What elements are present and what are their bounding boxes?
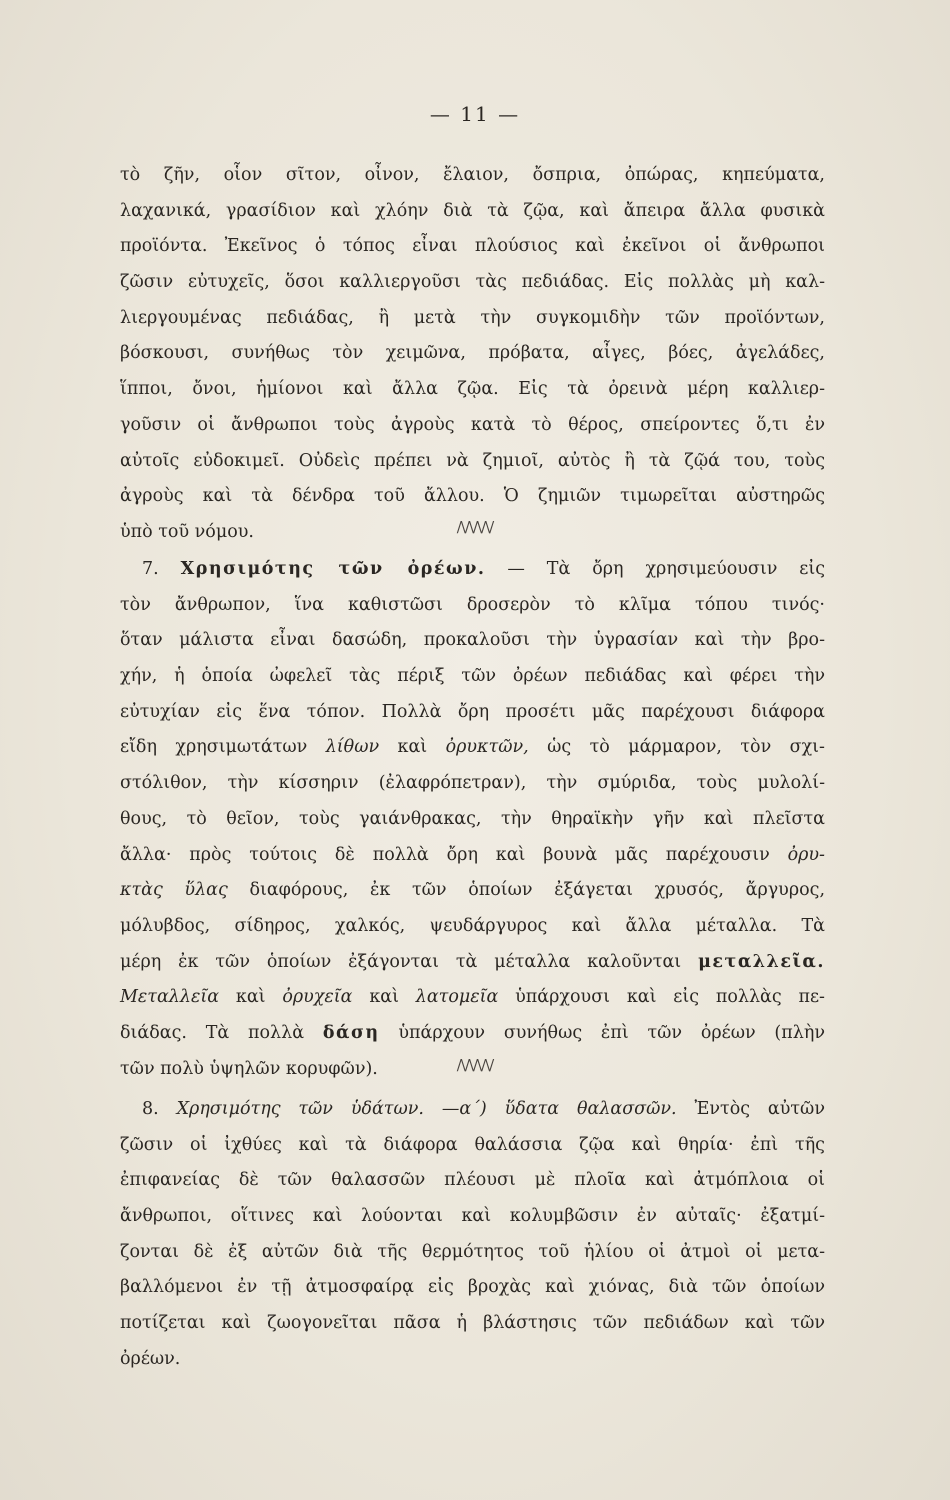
paragraph-fertile-plains: [120, 158, 825, 551]
italic-term: ὀρυκτῶν,: [445, 737, 529, 758]
text-line: εὐτυχίαν εἰς ἕνα τόπον. Πολλὰ ὄρη προσέτι μᾶς παρέχουσι διάφορα: [120, 701, 825, 722]
text-fragment: ἄλλα· πρὸς τούτοις δὲ πολλὰ ὄρη καὶ βουνὰ μᾶς παρέχουσιν: [120, 844, 770, 865]
section-heading: Χρησιμότης τῶν ὀρέων.: [180, 559, 486, 579]
text-line: μόλυβδος, σίδηρος, χαλκός, ψευδάργυρος καὶ ἄλλα μέταλλα. Τὰ: [120, 915, 825, 936]
text-line: γοῦσιν οἱ ἄνθρωποι τοὺς ἀγροὺς κατὰ τὸ θέρος, σπείροντες ὅ,τι ἐν: [120, 414, 825, 435]
text-line: προϊόντα. Ἐκεῖνος ὁ τόπος εἶναι πλούσιος καὶ ἐκεῖνοι οἱ ἄνθρωποι: [120, 236, 825, 257]
section-number: 7.: [142, 559, 159, 579]
text-fragment: ὑπάρχουσι καὶ εἰς πολλὰς πε-: [515, 987, 825, 1008]
bold-term: μεταλλεῖα.: [698, 951, 825, 972]
text-line: [120, 980, 825, 1016]
text-line: ὅταν μάλιστα εἶναι δασώδη, προκαλοῦσι τὴν ὑγρασίαν καὶ τὴν βρο-: [120, 630, 825, 651]
italic-term: Μεταλλεῖα: [120, 987, 220, 1008]
section-number: 8.: [142, 1099, 159, 1119]
italic-term: ὀρυχεῖα: [282, 987, 353, 1008]
section-divider-ornament: /\/\/\/\/: [456, 518, 494, 536]
text-line: θους, τὸ θεῖον, τοὺς γαιάνθρακας, τὴν θηραϊκὴν γῆν καὶ πλεῖστα: [120, 808, 825, 829]
text-fragment: — Τὰ ὄρη χρησιμεύουσιν εἰς: [507, 559, 825, 579]
section-8-heading-line: [120, 1092, 825, 1128]
text-line: ζῶσιν οἱ ἰχθύες καὶ τὰ διάφορα θαλάσσια ζῷα καὶ θηρία· ἐπὶ τῆς: [120, 1134, 825, 1155]
text-line: [120, 945, 825, 981]
text-fragment: καὶ: [397, 737, 428, 758]
italic-term: λίθων: [325, 737, 380, 758]
italic-term: λατομεῖα: [415, 987, 499, 1008]
page-number: — 11 —: [429, 102, 521, 126]
text-line: τῶν πολὺ ὑψηλῶν κορυφῶν).: [120, 1058, 378, 1079]
section-8-usefulness-of-waters: [120, 1092, 825, 1378]
text-line: ἄνθρωποι, οἵτινες καὶ λούονται καὶ κολυμβῶσιν ἐν αὐταῖς· ἐξατμί-: [120, 1206, 825, 1227]
text-line: χήν, ἡ ὁποία ὠφελεῖ τὰς πέριξ τῶν ὀρέων πεδιάδας καὶ φέρει τὴν: [120, 666, 825, 687]
text-line: ὀρέων.: [120, 1348, 181, 1369]
italic-term: ὀρυ-: [787, 844, 825, 865]
text-line: στόλιθον, τὴν κίσσηριν (ἐλαφρόπετραν), τὴν σμύριδα, τοὺς μυλολί-: [120, 773, 825, 794]
text-fragment: ὑπάρχουν συνήθως ἐπὶ τῶν ὀρέων (πλὴν: [398, 1022, 825, 1043]
italic-term: κτὰς ὕλας: [120, 880, 228, 901]
section-7-usefulness-of-mountains: [120, 552, 825, 1087]
text-fragment: εἴδη χρησιμωτάτων: [120, 737, 308, 758]
bold-term: δάση: [322, 1022, 380, 1043]
text-line: [120, 873, 825, 909]
text-line: ποτίζεται καὶ ζωογονεῖται πᾶσα ἡ βλάστησις τῶν πεδιάδων καὶ τῶν: [120, 1313, 825, 1334]
text-fragment: διάδας. Τὰ πολλὰ: [120, 1022, 305, 1043]
text-line: ἀγροὺς καὶ τὰ δένδρα τοῦ ἄλλου. Ὁ ζημιῶν τιμωρεῖται αὐστηρῶς: [120, 486, 825, 507]
text-line: βόσκουσι, συνήθως τὸν χειμῶνα, πρόβατα, αἶγες, βόες, ἀγελάδες,: [120, 343, 825, 364]
section-7-heading-line: [120, 552, 825, 588]
text-line: λαχανικά, γρασίδιον καὶ χλόην διὰ τὰ ζῷα, καὶ ἄπειρα ἄλλα φυσικὰ: [120, 200, 825, 221]
text-line: αὐτοῖς εὐδοκιμεῖ. Οὐδεὶς πρέπει νὰ ζημιοῖ, αὐτὸς ἢ τὰ ζῷά του, τοὺς: [120, 450, 825, 471]
text-line: ἐπιφανείας δὲ τῶν θαλασσῶν πλέουσι μὲ πλοῖα καὶ ἀτμόπλοια οἱ: [120, 1170, 825, 1191]
text-fragment: Ἐντὸς αὐτῶν: [694, 1099, 825, 1119]
text-line: βαλλόμενοι ἐν τῇ ἀτμοσφαίρᾳ εἰς βροχὰς καὶ χιόνας, διὰ τῶν ὁποίων: [120, 1277, 825, 1298]
text-line: ἵπποι, ὄνοι, ἡμίονοι καὶ ἄλλα ζῷα. Εἰς τὰ ὀρεινὰ μέρη καλλιερ-: [120, 379, 825, 400]
text-fragment: καὶ: [235, 987, 266, 1008]
text-fragment: μέρη ἐκ τῶν ὁποίων ἐξάγονται τὰ μέταλλα καλοῦνται: [120, 951, 682, 972]
section-divider-ornament: /\/\/\/\/: [456, 1056, 494, 1074]
text-fragment: διαφόρους, ἐκ τῶν ὁποίων ἐξάγεται χρυσός, ἄργυρος,: [249, 880, 826, 901]
text-line: [120, 1016, 825, 1052]
text-line: τὸ ζῆν, οἷον σῖτον, οἶνον, ἔλαιον, ὄσπρια, ὀπώρας, κηπεύματα,: [120, 165, 825, 185]
text-line: ὑπὸ τοῦ νόμου.: [120, 521, 254, 542]
section-subheading: —α΄) ὕδατα θαλασσῶν.: [441, 1099, 677, 1119]
section-heading: Χρησιμότης τῶν ὑδάτων.: [176, 1099, 424, 1119]
text-fragment: καὶ: [369, 987, 399, 1008]
text-line: ζονται δὲ ἐξ αὐτῶν διὰ τῆς θερμότητος τοῦ ἡλίου οἱ ἀτμοὶ οἱ μετα-: [120, 1241, 825, 1262]
text-line: τὸν ἄνθρωπον, ἵνα καθιστῶσι δροσερὸν τὸ κλῖμα τόπου τινός·: [120, 594, 825, 615]
text-line: [120, 838, 825, 874]
text-line: ζῶσιν εὐτυχεῖς, ὅσοι καλλιεργοῦσι τὰς πεδιάδας. Εἰς πολλὰς μὴ καλ-: [120, 272, 825, 293]
text-line: [120, 730, 825, 766]
text-fragment: ὡς τὸ μάρμαρον, τὸν σχι-: [547, 737, 825, 758]
text-line: λιεργουμένας πεδιάδας, ἢ μετὰ τὴν συγκομιδὴν τῶν προϊόντων,: [120, 307, 825, 328]
